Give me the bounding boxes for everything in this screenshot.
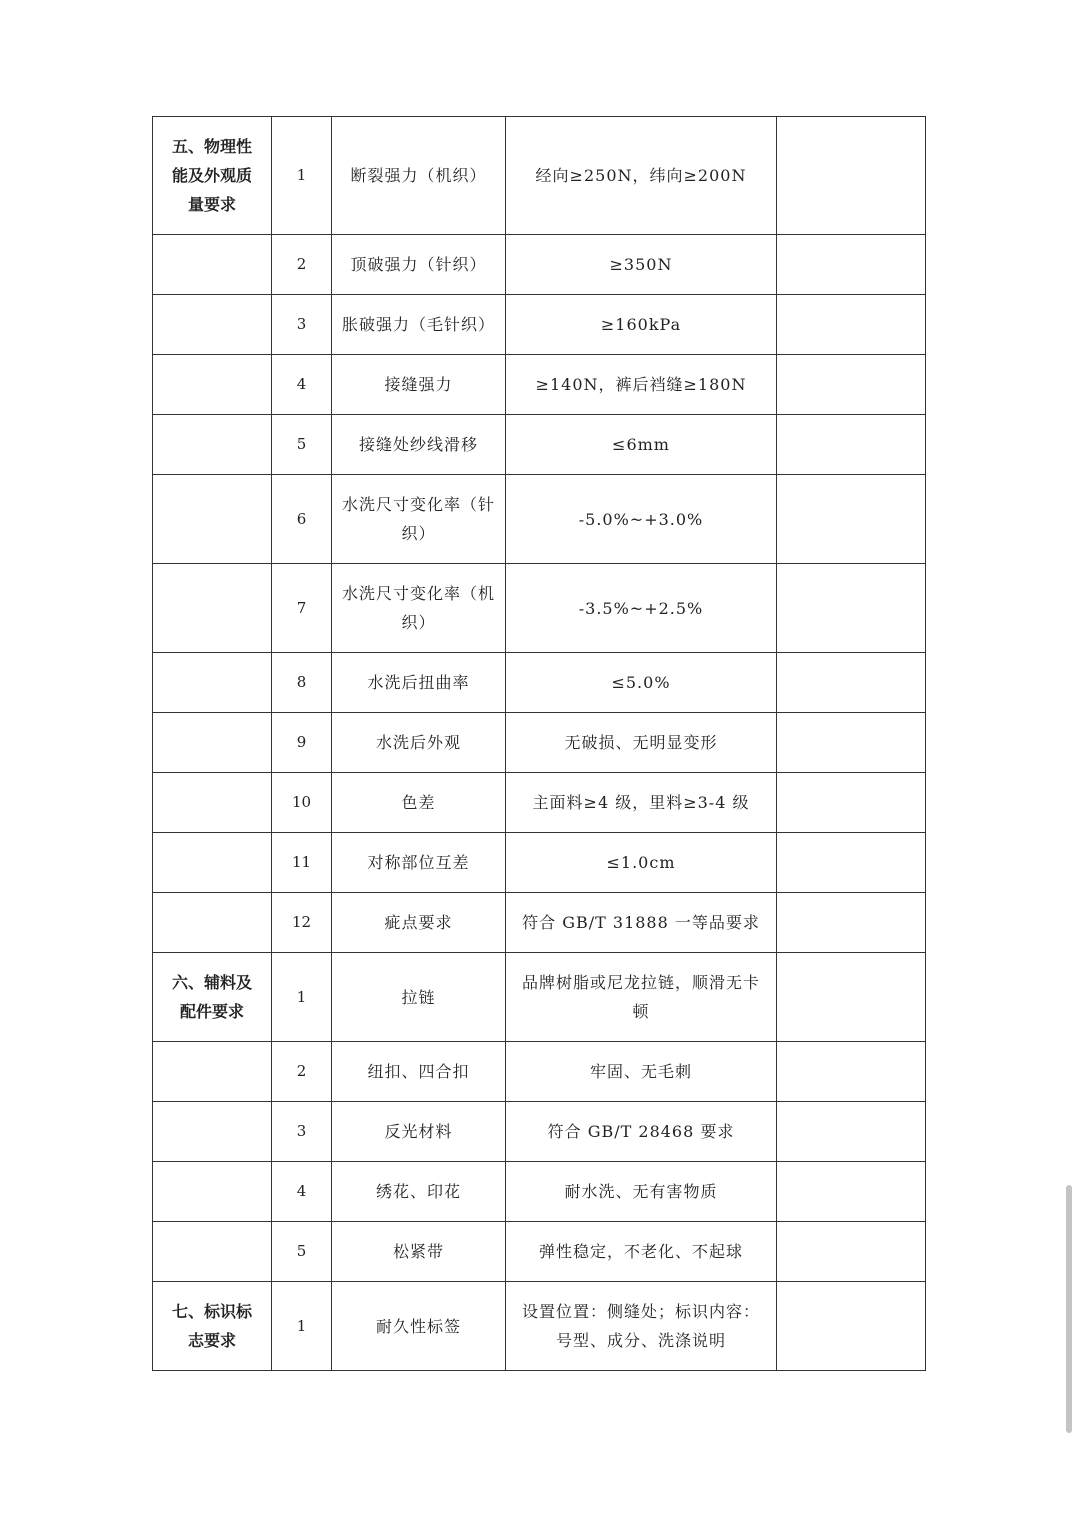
row-item: 水洗尺寸变化率（针织） — [332, 475, 506, 564]
row-note — [777, 475, 926, 564]
row-requirement: 设置位置：侧缝处；标识内容：号型、成分、洗涤说明 — [506, 1282, 777, 1371]
row-number: 2 — [272, 1042, 332, 1102]
row-item: 耐久性标签 — [332, 1282, 506, 1371]
table-row — [153, 833, 926, 893]
row-requirement: 经向≥250N，纬向≥200N — [506, 117, 777, 235]
row-note — [777, 773, 926, 833]
row-note — [777, 235, 926, 295]
row-requirement: 耐水洗、无有害物质 — [506, 1162, 777, 1222]
row-requirement: 主面料≥4 级，里料≥3-4 级 — [506, 773, 777, 833]
row-requirement: ≤1.0cm — [506, 833, 777, 893]
section-cell-empty — [153, 355, 272, 415]
table-row — [153, 893, 926, 953]
row-item: 顶破强力（针织） — [332, 235, 506, 295]
row-number: 8 — [272, 653, 332, 713]
row-note — [777, 355, 926, 415]
section-title: 五、物理性能及外观质量要求 — [153, 117, 272, 235]
row-number: 2 — [272, 235, 332, 295]
row-item: 色差 — [332, 773, 506, 833]
row-item: 接缝强力 — [332, 355, 506, 415]
row-number: 1 — [272, 953, 332, 1042]
section-cell-empty — [153, 415, 272, 475]
row-requirement: ≥350N — [506, 235, 777, 295]
section-cell-empty — [153, 475, 272, 564]
row-requirement: 符合 GB/T 28468 要求 — [506, 1102, 777, 1162]
table-row — [153, 564, 926, 653]
row-note — [777, 893, 926, 953]
section-cell-empty — [153, 653, 272, 713]
row-item: 疵点要求 — [332, 893, 506, 953]
row-number: 1 — [272, 117, 332, 235]
row-number: 5 — [272, 1222, 332, 1282]
row-item: 水洗后外观 — [332, 713, 506, 773]
spec-table-body — [153, 117, 926, 1371]
row-item: 纽扣、四合扣 — [332, 1042, 506, 1102]
row-requirement: -3.5%~+2.5% — [506, 564, 777, 653]
row-number: 4 — [272, 1162, 332, 1222]
row-item: 水洗尺寸变化率（机织） — [332, 564, 506, 653]
row-requirement: ≤5.0% — [506, 653, 777, 713]
row-note — [777, 1042, 926, 1102]
row-number: 7 — [272, 564, 332, 653]
row-note — [777, 1222, 926, 1282]
row-number: 3 — [272, 1102, 332, 1162]
section-cell-empty — [153, 1162, 272, 1222]
row-note — [777, 117, 926, 235]
row-note — [777, 1162, 926, 1222]
row-item: 胀破强力（毛针织） — [332, 295, 506, 355]
row-note — [777, 415, 926, 475]
section-cell-empty — [153, 1042, 272, 1102]
section-cell-empty — [153, 235, 272, 295]
row-number: 4 — [272, 355, 332, 415]
row-note — [777, 953, 926, 1042]
row-requirement: ≥160kPa — [506, 295, 777, 355]
row-item: 接缝处纱线滑移 — [332, 415, 506, 475]
section-title: 六、辅料及配件要求 — [153, 953, 272, 1042]
row-item: 对称部位互差 — [332, 833, 506, 893]
row-item: 绣花、印花 — [332, 1162, 506, 1222]
row-number: 9 — [272, 713, 332, 773]
table-row — [153, 773, 926, 833]
section-cell-empty — [153, 713, 272, 773]
row-number: 6 — [272, 475, 332, 564]
vertical-scrollbar[interactable] — [1066, 1185, 1072, 1433]
table-row — [153, 475, 926, 564]
section-cell-empty — [153, 1222, 272, 1282]
row-note — [777, 1102, 926, 1162]
row-number: 10 — [272, 773, 332, 833]
section-cell-empty — [153, 564, 272, 653]
row-note — [777, 1282, 926, 1371]
table-row — [153, 1042, 926, 1102]
row-requirement: 牢固、无毛刺 — [506, 1042, 777, 1102]
row-note — [777, 833, 926, 893]
table-row — [153, 713, 926, 773]
row-item: 松紧带 — [332, 1222, 506, 1282]
row-requirement: 符合 GB/T 31888 一等品要求 — [506, 893, 777, 953]
table-row — [153, 355, 926, 415]
table-row — [153, 1102, 926, 1162]
spec-table — [152, 116, 926, 1371]
table-row — [153, 235, 926, 295]
row-item: 拉链 — [332, 953, 506, 1042]
row-requirement: ≥140N，裤后裆缝≥180N — [506, 355, 777, 415]
row-note — [777, 564, 926, 653]
row-number: 3 — [272, 295, 332, 355]
row-number: 1 — [272, 1282, 332, 1371]
row-requirement: 品牌树脂或尼龙拉链，顺滑无卡顿 — [506, 953, 777, 1042]
table-row — [153, 295, 926, 355]
section-cell-empty — [153, 833, 272, 893]
row-item: 水洗后扭曲率 — [332, 653, 506, 713]
row-number: 5 — [272, 415, 332, 475]
row-note — [777, 653, 926, 713]
row-item: 反光材料 — [332, 1102, 506, 1162]
section-cell-empty — [153, 1102, 272, 1162]
section-cell-empty — [153, 893, 272, 953]
table-row — [153, 117, 926, 235]
row-requirement: 弹性稳定，不老化、不起球 — [506, 1222, 777, 1282]
section-cell-empty — [153, 295, 272, 355]
row-note — [777, 713, 926, 773]
table-row — [153, 653, 926, 713]
table-row — [153, 415, 926, 475]
row-requirement: -5.0%~+3.0% — [506, 475, 777, 564]
row-requirement: ≤6mm — [506, 415, 777, 475]
row-item: 断裂强力（机织） — [332, 117, 506, 235]
row-number: 11 — [272, 833, 332, 893]
row-requirement: 无破损、无明显变形 — [506, 713, 777, 773]
table-row — [153, 1222, 926, 1282]
row-note — [777, 295, 926, 355]
section-title: 七、标识标志要求 — [153, 1282, 272, 1371]
table-row — [153, 1282, 926, 1371]
table-row — [153, 953, 926, 1042]
row-number: 12 — [272, 893, 332, 953]
table-row — [153, 1162, 926, 1222]
section-cell-empty — [153, 773, 272, 833]
